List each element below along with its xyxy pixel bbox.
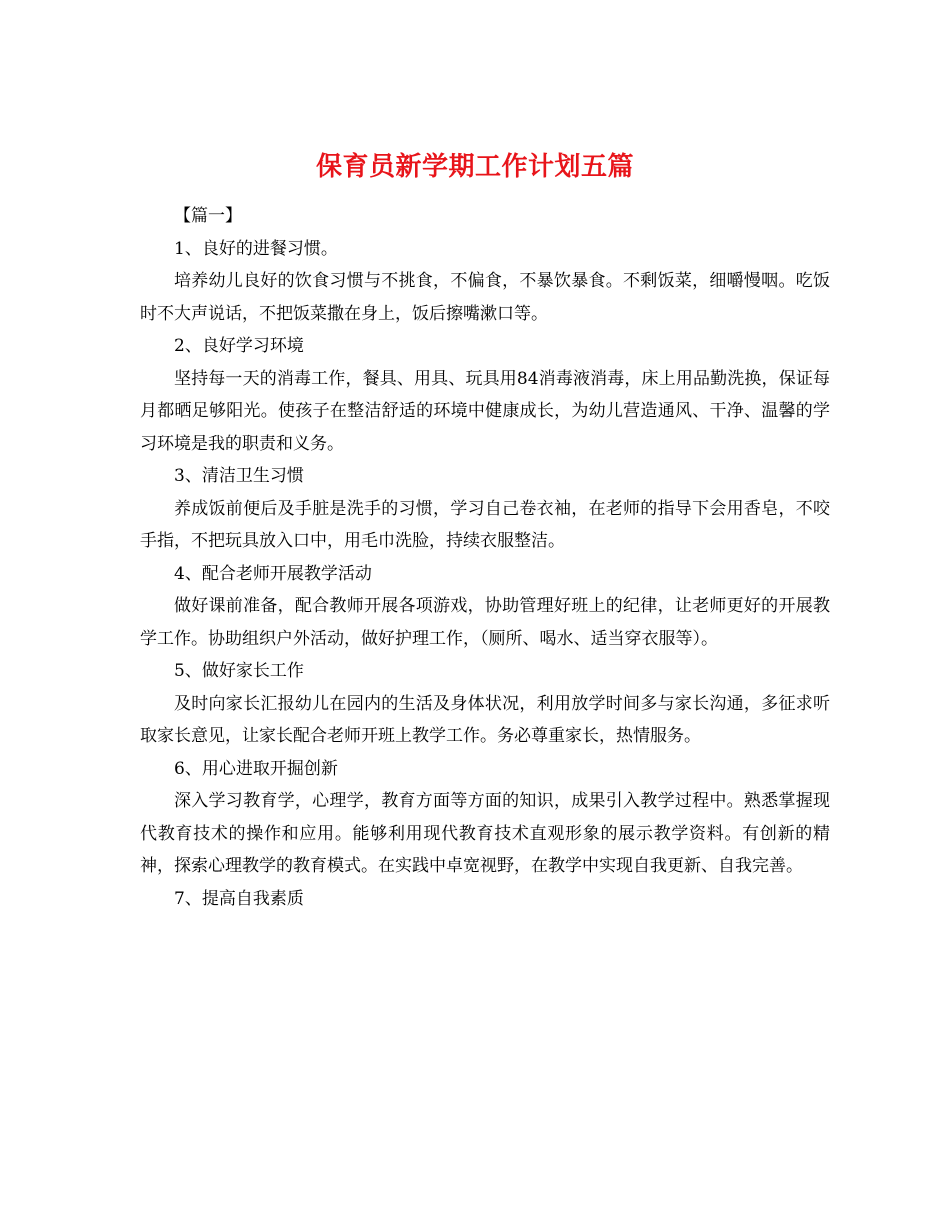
body-paragraph: 坚持每一天的消毒工作，餐具、用具、玩具用84消毒液消毒，床上用品勤洗换，保证每月都晒足够阳光。使孩子在整洁舒适的环境中健康成长，为幼儿营造通风、干净、温馨的学习环境是我的职责和义务。 <box>140 368 830 454</box>
item-heading: 4、配合老师开展教学活动 <box>174 563 372 584</box>
body-paragraph: 养成饭前便后及手脏是洗手的习惯，学习自己卷衣袖，在老师的指导下会用香皂，不咬手指，不把玩具放入口中，用毛巾洗脸，持续衣服整洁。 <box>140 498 830 551</box>
section-heading: 【篇一】 <box>174 206 242 226</box>
item-heading: 6、用心进取开掘创新 <box>174 758 338 779</box>
body-paragraph: 及时向家长汇报幼儿在园内的生活及身体状况，利用放学时间多与家长沟通，多征求听取家长意见，让家长配合老师开班上教学工作。务必尊重家长，热情服务。 <box>140 693 830 746</box>
body-paragraph: 深入学习教育学，心理学，教育方面等方面的知识，成果引入教学过程中。熟悉掌握现代教育技术的操作和应用。能够利用现代教育技术直观形象的展示教学资料。有创新的精神，探索心理教学的教育模式。在实践中卓宽视野，在教学中实现自我更新、自我完善。 <box>140 791 830 876</box>
body-paragraph: 做好课前准备，配合教师开展各项游戏，协助管理好班上的纪律，让老师更好的开展教学工作。协助组织户外活动，做好护理工作，（厕所、喝水、适当穿衣服等）。 <box>140 596 830 649</box>
document-body <box>140 200 830 915</box>
item-heading: 3、清洁卫生习惯 <box>174 466 304 486</box>
item-heading: 1、良好的进餐习惯。 <box>174 238 338 259</box>
document-title: 保育员新学期工作计划五篇 <box>315 152 634 183</box>
item-heading: 2、良好学习环境 <box>174 336 304 356</box>
body-paragraph: 培养幼儿良好的饮食习惯与不挑食，不偏食，不暴饮暴食。不剩饭菜，细嚼慢咽。吃饭时不大声说话，不把饭菜撒在身上，饭后擦嘴漱口等。 <box>140 271 830 324</box>
item-heading: 7、提高自我素质 <box>174 888 304 909</box>
item-heading: 5、做好家长工作 <box>174 661 304 681</box>
